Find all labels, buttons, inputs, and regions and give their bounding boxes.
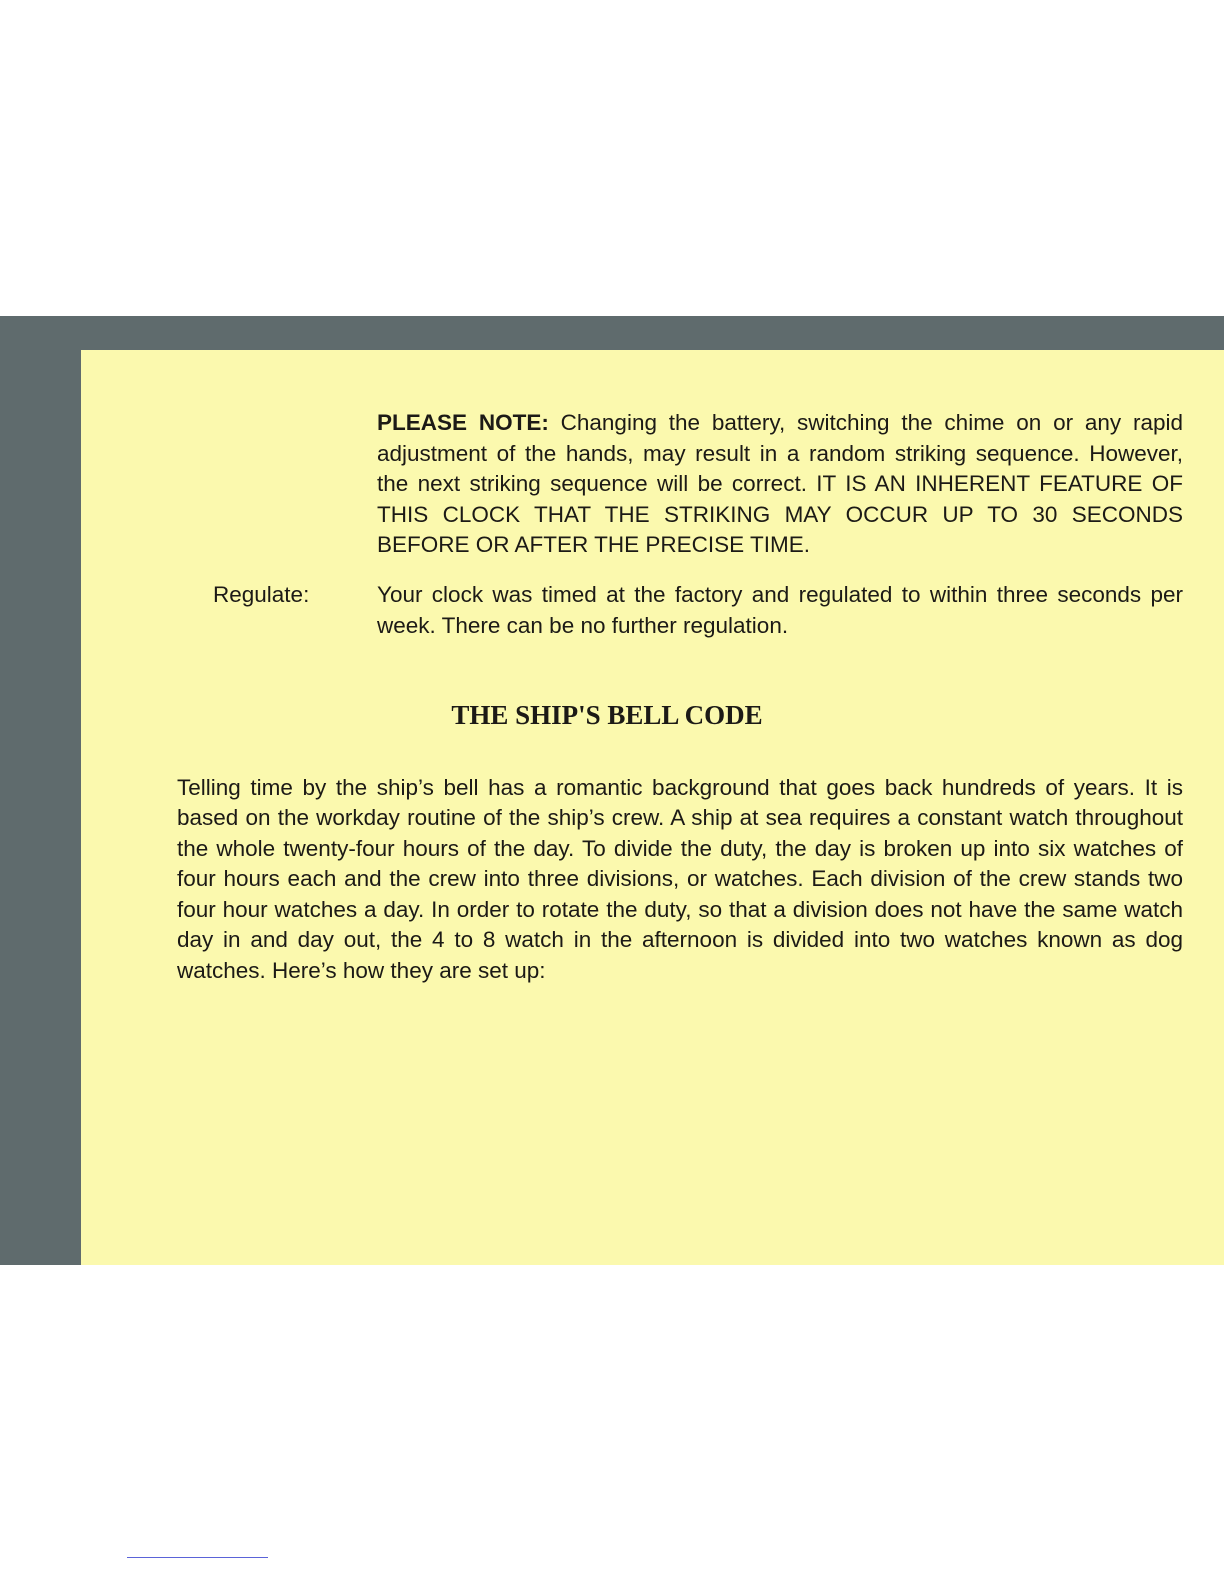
please-note-text: Changing the battery, switching the chime on or any rapid adjustment of the hands, may result in a random striking sequence. However, the next striking sequence will be correct. IT IS AN INHERENT FEATURE OF THIS CLOCK THAT THE STRIKING MAY OCCUR UP TO 30 SECONDS BEFORE OR AFTER THE PRECISE TIME. bbox=[377, 410, 1183, 557]
please-note-block bbox=[377, 408, 1183, 561]
regulate-text: Your clock was timed at the factory and regulated to within three seconds per week. There can be no further regulation. bbox=[377, 582, 1183, 638]
ships-bell-code-heading: THE SHIP'S BELL CODE bbox=[451, 700, 763, 730]
regulate-label: Regulate: bbox=[213, 582, 310, 607]
footnote-rule bbox=[127, 1557, 268, 1558]
instruction-card bbox=[81, 350, 1224, 1265]
ships-bell-code-paragraph: Telling time by the ship’s bell has a romantic background that goes back hundreds of years. It is based on the workday routine of the ship’s crew. A ship at sea requires a constant watch throughout the whole twenty-four hours of the day. To divide the duty, the day is broken up into six watches of four hours each and the crew into three divisions, or watches. Each division of the crew stands two four hour watches a day. In order to rotate the duty, so that a division does not have the same watch day in and day out, the 4 to 8 watch in the afternoon is divided into two watches known as dog watches. Here’s how they are set up: bbox=[177, 774, 1183, 983]
please-note-label: PLEASE NOTE: bbox=[377, 410, 549, 435]
